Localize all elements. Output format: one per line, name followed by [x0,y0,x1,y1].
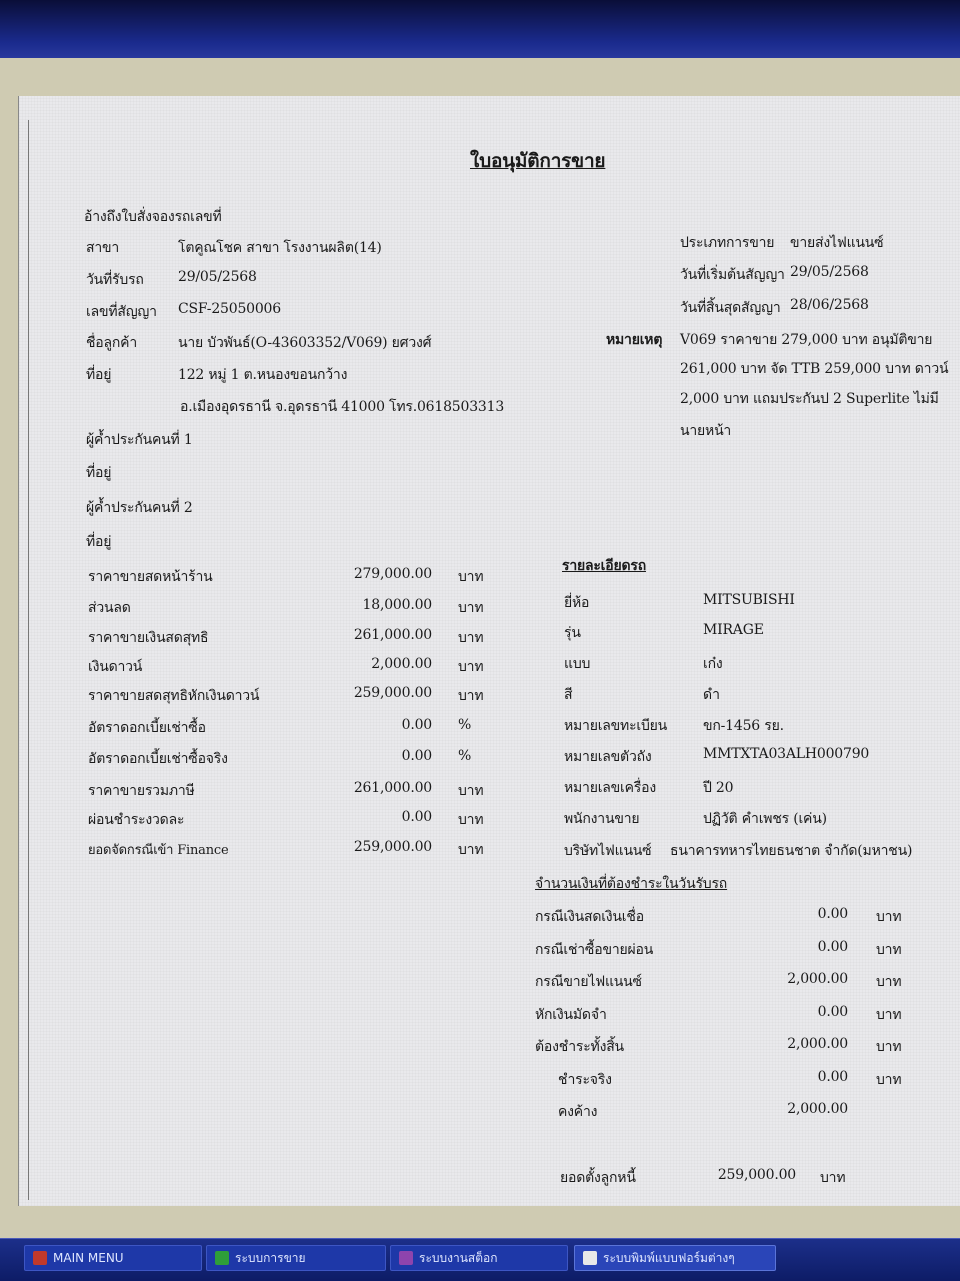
price-value: 2,000.00 [371,656,432,672]
screen-top-bar [0,0,960,60]
price-label: ราคาขายสดสุทธิหักเงินดาวน์ [88,688,260,704]
payment-value: 2,000.00 [787,1101,848,1117]
car-detail-value: ปฏิวัติ คำเพชร (เค่น) [703,811,827,827]
guarantor1-label: ผู้ค้ำประกันคนที่ 1 [86,432,193,448]
taskbar-item-label: ระบบพิมพ์แบบฟอร์มต่างๆ [603,1250,735,1265]
taskbar-item-label: MAIN MENU [53,1251,124,1265]
payment-value: 2,000.00 [787,971,848,987]
price-label: ผ่อนชำระงวดละ [88,812,185,828]
price-label: อัตราดอกเบี้ยเช่าซื้อจริง [88,751,228,767]
price-label: ราคาขายเงินสดสุทธิ [88,630,209,646]
price-label: ราคาขายรวมภาษี [88,783,195,799]
taskbar-forms-print-system[interactable] [574,1245,776,1271]
sale-type-label: ประเภทการขาย [680,235,775,251]
payment-value: 0.00 [817,906,848,922]
price-unit: บาท [458,600,484,616]
price-value: 279,000.00 [353,566,432,582]
car-detail-label: แบบ [564,656,591,672]
address-label: ที่อยู่ [86,367,112,383]
car-detail-value: เก๋ง [703,656,723,672]
payment-unit: บาท [876,909,902,925]
price-value: 0.00 [401,748,432,764]
car-detail-label: หมายเลขตัวถัง [564,749,652,765]
contract-no-label: เลขที่สัญญา [86,304,157,320]
payment-unit: บาท [876,1039,902,1055]
car-detail-value: ปี 20 [703,780,734,796]
taskbar-main-menu[interactable] [24,1245,202,1271]
contract-no-value: CSF-25050006 [178,301,281,317]
finance-company-value: ธนาคารทหารไทยธนชาต จำกัด(มหาชน) [670,843,913,859]
debt-value: 259,000.00 [717,1167,796,1183]
price-unit: % [458,717,472,733]
branch-value: โตคูณโชค สาขา โรงงานผลิต(14) [178,240,382,256]
car-detail-value: ดำ [703,687,720,703]
debt-label: ยอดตั้งลูกหนี้ [560,1170,636,1186]
car-detail-value: ขก-1456 รย. [703,718,784,734]
car-detail-label: สี [564,687,573,703]
price-value: 0.00 [401,809,432,825]
note-line-4: นายหน้า [680,423,732,439]
car-detail-value: MIRAGE [703,622,764,638]
price-label: เงินดาวน์ [88,659,143,675]
car-detail-label: หมายเลขทะเบียน [564,718,668,734]
contract-start-label: วันที่เริ่มต้นสัญญา [680,267,785,283]
price-value: 0.00 [401,717,432,733]
price-value: 18,000.00 [362,597,432,613]
payment-label: กรณีเช่าซื้อขายผ่อน [535,942,654,958]
debt-unit: บาท [820,1170,846,1186]
payment-unit: บาท [876,942,902,958]
payment-label: ต้องชำระทั้งสิ้น [535,1039,624,1055]
receive-date-label: วันที่รับรถ [86,272,144,288]
finance-company-label: บริษัทไฟแนนซ์ [564,843,652,859]
payment-value: 0.00 [817,939,848,955]
car-detail-label: รุ่น [564,625,581,641]
car-details-heading: รายละเอียดรถ [562,558,646,574]
price-unit: บาท [458,630,484,646]
branch-label: สาขา [86,240,120,256]
price-unit: บาท [458,659,484,675]
payment-label: ชำระจริง [558,1072,612,1088]
price-value: 261,000.00 [353,780,432,796]
main-menu-icon [33,1251,47,1265]
price-value: 259,000.00 [353,839,432,855]
price-label: ราคาขายสดหน้าร้าน [88,569,213,585]
price-label: ส่วนลด [88,600,131,616]
taskbar-item-label: ระบบงานสต็อก [419,1250,498,1265]
car-detail-label: ยี่ห้อ [564,595,590,611]
price-unit: บาท [458,688,484,704]
taskbar-item-label: ระบบการขาย [235,1250,306,1265]
address-line2: อ.เมืองอุดรธานี จ.อุดรธานี 41000 โทร.0618503313 [180,399,505,415]
reference-label: อ้างถึงใบสั่งจองรถเลขที่ [84,209,222,225]
document-icon [583,1251,597,1265]
payment-unit: บาท [876,1007,902,1023]
payment-label: กรณีเงินสดเงินเชื่อ [535,909,644,925]
payment-unit: บาท [876,1072,902,1088]
car-detail-value: MMTXTA03ALH000790 [703,746,870,762]
stock-icon [399,1251,413,1265]
document-title: ใบอนุมัติการขาย [470,150,606,172]
note-line-3: 2,000 บาท แถมประกันป 2 Superlite ไม่มี [680,391,939,407]
price-unit: บาท [458,783,484,799]
taskbar [0,1238,960,1281]
customer-value: นาย บัวพันธ์(O-43603352/V069) ยศวงศ์ [178,335,432,351]
price-unit: บาท [458,812,484,828]
payment-label: กรณีขายไฟแนนซ์ [535,974,642,990]
sale-type-value: ขายส่งไฟแนนซ์ [790,235,884,251]
taskbar-stock-system[interactable] [390,1245,568,1271]
page-edge-line [28,120,29,1200]
car-detail-label: หมายเลขเครื่อง [564,780,656,796]
note-label: หมายเหตุ [606,332,663,348]
receive-date-value: 29/05/2568 [178,269,257,285]
customer-label: ชื่อลูกค้า [86,335,137,351]
address-line1: 122 หมู่ 1 ต.หนองขอนกว้าง [178,367,348,383]
contract-end-label: วันที่สิ้นสุดสัญญา [680,300,781,316]
price-unit: บาท [458,569,484,585]
payment-value: 2,000.00 [787,1036,848,1052]
payment-value: 0.00 [817,1004,848,1020]
note-line-1: V069 ราคาขาย 279,000 บาท อนุมัติขาย [680,332,933,348]
contract-end-value: 28/06/2568 [790,297,869,313]
sales-icon [215,1251,229,1265]
price-value: 259,000.00 [353,685,432,701]
guarantor1-address-label: ที่อยู่ [86,465,112,481]
taskbar-sales-system[interactable] [206,1245,386,1271]
price-unit: % [458,748,472,764]
price-label: อัตราดอกเบี้ยเช่าซื้อ [88,720,206,736]
guarantor2-address-label: ที่อยู่ [86,534,112,550]
payment-label: หักเงินมัดจำ [535,1007,607,1023]
note-line-2: 261,000 บาท จัด TTB 259,000 บาท ดาวน์ [680,361,949,377]
contract-start-value: 29/05/2568 [790,264,869,280]
price-label: ยอดจัดกรณีเข้า Finance [88,843,229,858]
car-detail-label: พนักงานขาย [564,811,640,827]
car-detail-value: MITSUBISHI [703,592,795,608]
price-unit: บาท [458,842,484,858]
payment-label: คงค้าง [558,1104,598,1120]
payment-heading: จำนวนเงินที่ต้องชำระในวันรับรถ [535,876,728,892]
guarantor2-label: ผู้ค้ำประกันคนที่ 2 [86,500,193,516]
payment-unit: บาท [876,974,902,990]
payment-value: 0.00 [817,1069,848,1085]
price-value: 261,000.00 [353,627,432,643]
